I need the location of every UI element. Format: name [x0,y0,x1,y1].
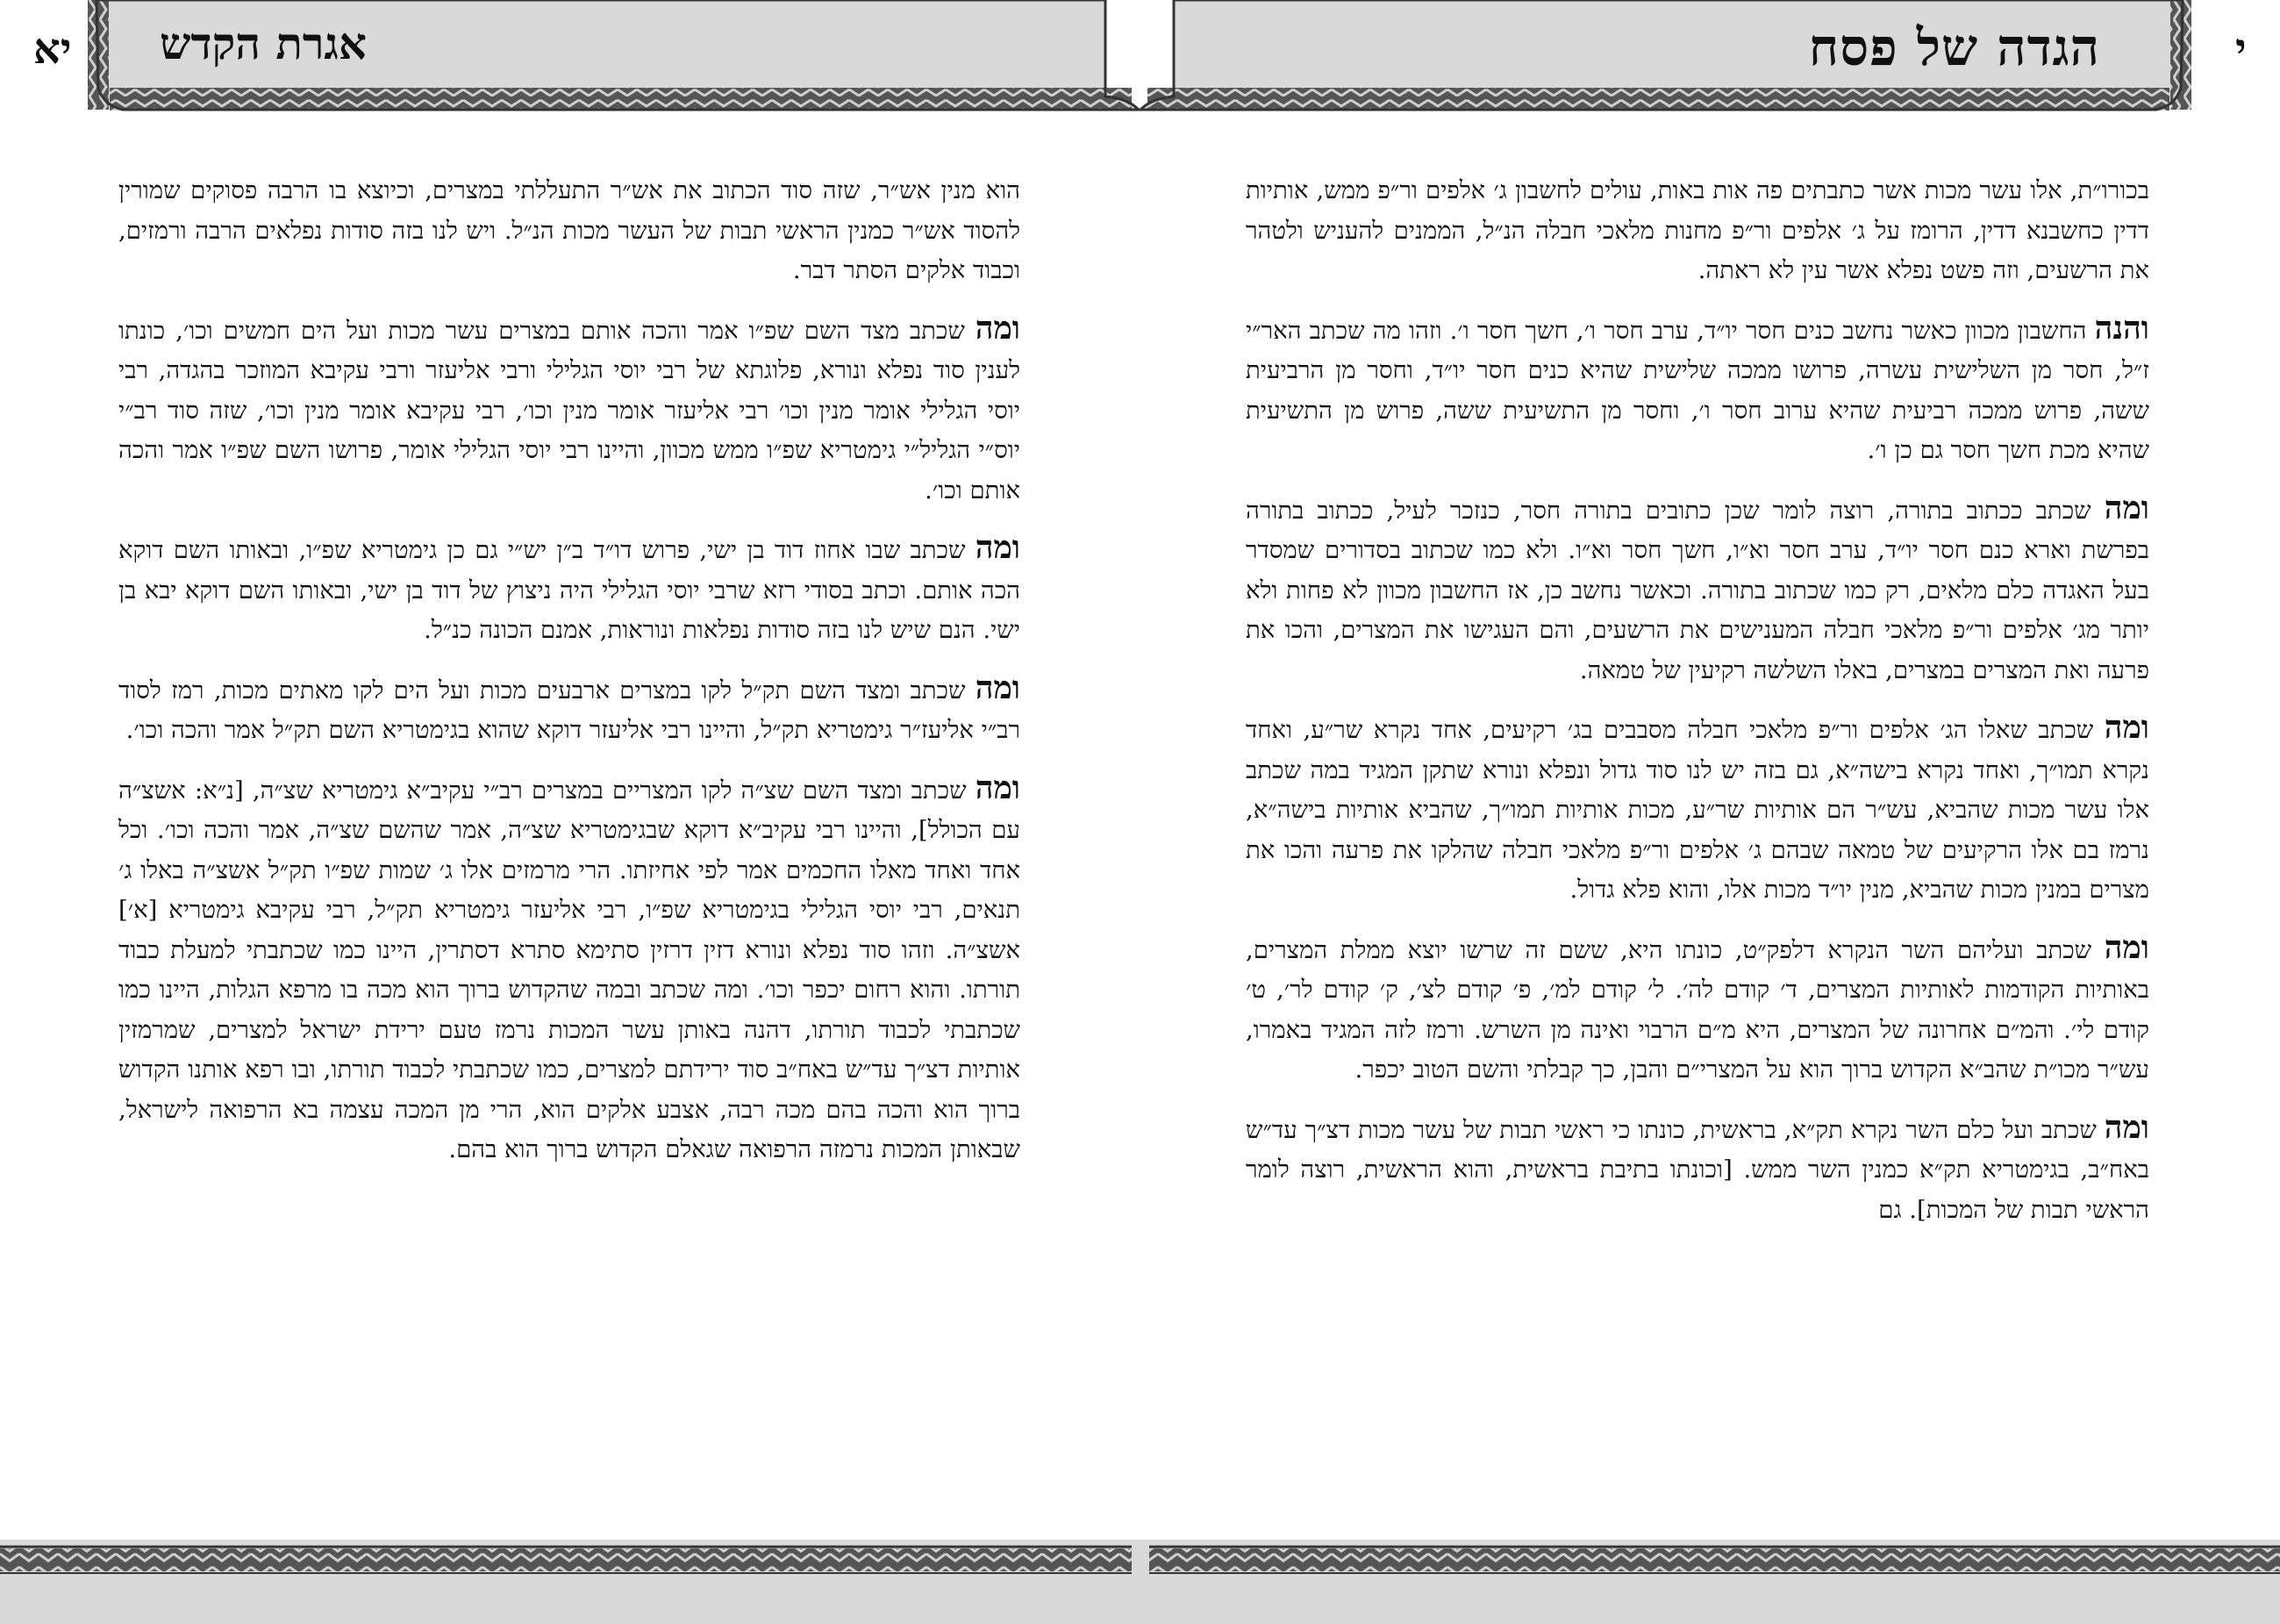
left-paragraph-2 [118,309,1020,512]
footer-frame [0,1540,2280,1624]
page-header [0,0,2280,123]
right-paragraph-3 [1246,489,2149,691]
right-paragraph-6 [1246,1108,2149,1231]
paragraph-lead: והנה [2094,309,2149,347]
paragraph-lead: ומה [2104,1108,2149,1146]
paragraph-text: שכתב מצד השם שפ״ו אמר והכה אותם במצרים עשר מכות ועל הים חמשים וכו׳, כונתו לענין סוד נפלא ונורא, פלוגתא של רבי יוסי הגלילי ורבי אליעזר ורבי עקיבא המוזכר בהגדה, רבי יוסי הגלילי אומר מנין וכו׳ רבי אליעזר אומר מנין וכו׳, רבי עקיבא אומר מנין וכו׳, שזה סוד רב״י יוס״י הגליל״י גימטריא שפ״ו ממש מכוון, והיינו רבי יוסי הגלילי אומר, פרושו השם שפ״ו אמר והכה אותם וכו׳. [118,316,1020,504]
left-paragraph-1 [118,168,1020,291]
left-page-number: יא [33,25,72,74]
paragraph-text: החשבון מכוון כאשר נחשב כנים חסר יו״ד, ערב חסר ו׳, חשך חסר ו׳. וזהו מה שכתב האר״י ז״ל, חסר מן השלישית עשרה, פרושו ממכה שלישית שהיא כנים חסר יו״ד, וחסר מן הרביעית ששה, פרוש ממכה רביעית שהיא ערוב חסר ו׳, וחסר מן התשיעית ששה, פרוש מן התשיעית שהיא מכת חשך חסר גם כן ו׳. [1246,316,2149,464]
paragraph-text: שכתב ככתוב בתורה, רוצה לומר שכן כתובים בתורה חסר, כנזכר לעיל, ככתוב בתורה בפרשת וארא כנם חסר יו״ד, ערב חסר וא״ו, חשך חסר וא״ו. ולא כמו שכתוב בסדורים שמסדר בעל האגדה כלם מלאים, רק כמו שכתוב בתורה. וכאשר נחשב כן, אז החשבון מכוון לא פחות ולא יותר מג׳ אלפים ור״פ מלאכי חבלה המענישים את הרשעים, והם העגישו את המצרים, והכו את פרעה ואת המצרים במצרים, באלו השלשה רקיעין של טמאה. [1246,496,2149,684]
left-paragraph-3 [118,528,1020,651]
left-running-title: אגרת הקדש [160,18,368,69]
left-paragraph-5 [118,769,1020,1170]
paragraph-lead: ומה [2104,709,2149,746]
right-page-number: י [2235,25,2247,74]
right-paragraph-2 [1246,309,2149,471]
paragraph-lead: ומה [2104,928,2149,966]
paragraph-text: שכתב ומצד השם תק״ל לקו במצרים ארבעים מכות ועל הים לקו מאתים מכות, רמז לסוד רב״י אליעז״ר גימטריא תק״ל, והיינו רבי אליעזר דוקא שהוא בגימטריא השם תק״ל אמר והכה וכו׳. [118,676,1020,744]
right-paragraph-4 [1246,708,2149,911]
right-paragraph-1 [1246,168,2149,291]
paragraph-text: שכתב ומצד השם שצ״ה לקו המצריים במצרים רב״י עקיב״א גימטריא שצ״ה, [נ״א: אשצ״ה עם הכולל], והיינו רבי עקיב״א דוקא שבגימטריא שצ״ה, אמר שהשם שצ״ה, אמר והכה וכו׳. וכל אחד ואחד מאלו החכמים אמר לפי אחיזתו. הרי מרמזים אלו ג׳ שמות שפ״ו תק״ל אשצ״ה באלו ג׳ תנאים, רבי יוסי הגלילי בגימטריא שפ״ו, רבי אליעזר גימטריא תק״ל, רבי עקיבא גימטריא [א׳] אשצ״ה. וזהו סוד נפלא ונורא דזין דרזין סתימא סתרא דסתרין, היינו כמו שכתבתי למעלת כבוד תורתו. והוא רחום יכפר וכו׳. ומה שכתב ובמה שהקדוש ברוך הוא מכה בו מרפא הגלות, היינו כמו שכתבתי לכבוד תורתו, דהנה באותן עשר המכות נרמז טעם ירידת ישראל למצרים, שמרמזין אותיות דצ״ך עד״ש באח״ב סוד ירידתם למצרים, כמו שכתבתי לכבוד תורתו, ובו רפא אותנו הקדוש ברוך הוא והכה בהם מכה רבה, אצבע אלקים הוא, הרי מן המכה עצמה בא הרפואה לישראל, שבאותן המכות נרמזה הרפואה שגאלם הקדוש ברוך הוא בהם. [118,776,1020,1163]
paragraph-lead: ומה [2104,489,2149,526]
paragraph-lead: ומה [975,669,1020,706]
paragraph-text: שכתב שבו אחוז דוד בן ישי, פרוש דו״ד ב״ן יש״י גם כן גימטריא שפ״ו, ובאותו השם דוקא הכה אותם. וכתב בסודי רזא שרבי יוסי הגלילי היה ניצוץ של דוד בן ישי, ובאותו השם דוקא יבא בן ישי. הנם שיש לנו בזה סודות נפלאות ונוראות, אמנם הכונה כנ״ל. [118,536,1020,644]
left-page-text [118,168,1020,1502]
right-running-title: הגדה של פסח [1808,18,2100,77]
paragraph-lead: ומה [975,309,1020,347]
paragraph-lead: ומה [975,529,1020,566]
paragraph-text: בכורו״ת, אלו עשר מכות אשר כתבתים פה אות באות, עולים לחשבון ג׳ אלפים ור״פ ממש, אותיות דדין כחשבנא דדין, הרומז על ג׳ אלפים ור״פ מחנות מלאכי חבלה הנ״ל, הממנים להעניש ולטהר את הרשעים, וזה פשט נפלא אשר עין לא ראתה. [1246,176,2149,284]
left-paragraph-4 [118,669,1020,751]
paragraph-text: שכתב שאלו הג׳ אלפים ור״פ מלאכי חבלה מסבבים בג׳ רקיעים, אחד נקרא שר״ע, ואחד נקרא תמו״ך, ואחד נקרא בישה״א, גם בזה יש לנו סוד גדול ונפלא ונורא שתקן המגיד במה שכתב אלו עשר מכות שהביא, עש״ר הם אותיות שר״ע, מכות אותיות תמו״ך, שהביא אותיות בישה״א, נרמז בם אלו הרקיעים של טמאה שבהם ג׳ אלפים ור״פ מלאכי חבלה שהלקו את פרעה והכו את מצרים במנין מכות שהביא, מנין יו״ד מכות אלו, והוא פלא גדול. [1246,716,2149,904]
right-paragraph-5 [1246,928,2149,1091]
paragraph-text: הוא מנין אש״ר, שזה סוד הכתוב את אש״ר התעללתי במצרים, וכיוצא בו הרבה פסוקים שמורין להסוד אש״ר כמנין הראשי תבות של העשר מכות הנ״ל. ויש לנו בזה סודות נפלאים הרבה ורמזים, וכבוד אלקים הסתר דבר. [118,176,1020,284]
paragraph-lead: ומה [975,769,1020,806]
paragraph-text: שכתב ועליהם השר הנקרא דלפק״ט, כונתו היא, ששם זה שרשו יוצא ממלת המצרים, באותיות הקודמות לאותיות המצרים, ד׳ קודם לה׳. ל׳ קודם למ׳, פ׳ קודם לצ׳, ק׳ קודם לר׳, ט׳ קודם לי׳. והמ״ם אחרונה של המצרים, היא מ״ם הרבוי ואינה מן השרש. ורמז לזה המגיד באמרו, עש״ר מכו״ת שהב״א הקדוש ברוך הוא על המצרי״ם והבן, כך קבלתי והשם הטוב יכפר. [1246,935,2149,1084]
paragraph-text: שכתב ועל כלם השר נקרא תק״א, בראשית, כונתו כי ראשי תבות של עשר מכות דצ״ך עד״ש באח״ב, בגימטריא תק״א כמנין השר ממש. [וכונתו בתיבת בראשית, והוא הראשית, רוצה לומר הראשי תבות של המכות]. גם [1246,1115,2149,1224]
right-page-text [1246,168,2149,1502]
